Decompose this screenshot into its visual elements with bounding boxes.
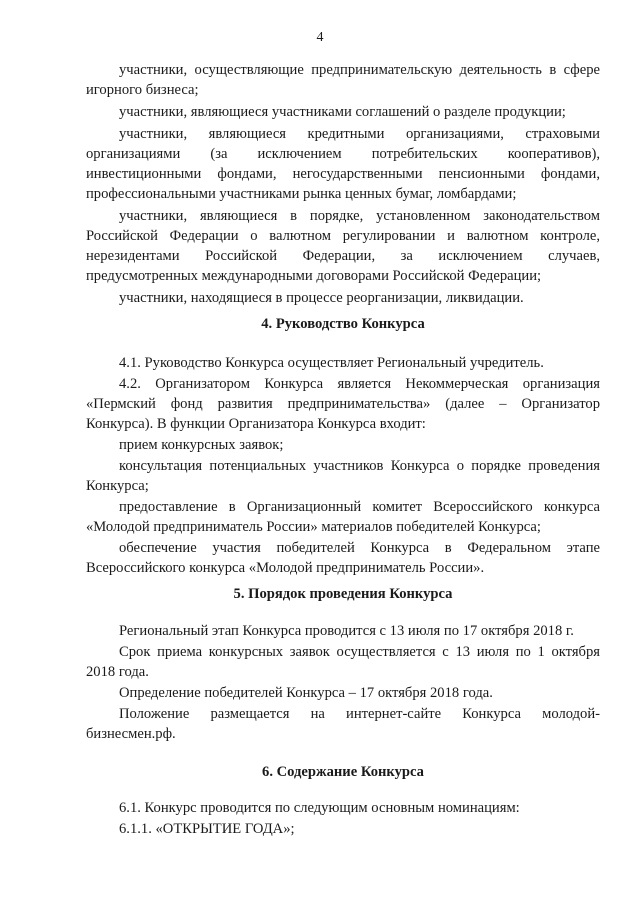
page-number: 4 xyxy=(316,30,324,45)
paragraph: Региональный этап Конкурса проводится с 13 июля по 17 октября 2018 г. xyxy=(119,623,574,639)
section-5-body xyxy=(86,621,600,744)
paragraph: 6.1. Конкурс проводится по следующим основным номинациям: xyxy=(119,800,520,816)
list-item: участники, являющиеся в порядке, установленном законодательством Российской Федерации о валютном регулировании и валютном контроле, нерезидентами Российской Федерации, за исключением случаев, предусмотренных международными договорами Российской Федерации; xyxy=(86,208,600,284)
list-item: участники, являющиеся кредитными организациями, страховыми организациями (за исключением потребительских кооперативов), инвестиционными фондами, негосударственными пенсионными фондами, профессиональными участниками рынка ценных бумаг, ломбардами; xyxy=(86,126,600,202)
exclusion-list xyxy=(86,60,600,308)
paragraph: консультация потенциальных участников Конкурса о порядке проведения Конкурса; xyxy=(86,458,600,494)
section-heading-4: 4. Руководство Конкурса xyxy=(261,316,425,332)
list-item: участники, являющиеся участниками соглашений о разделе продукции; xyxy=(119,104,566,120)
section-heading-6: 6. Содержание Конкурса xyxy=(262,764,424,780)
paragraph: предоставление в Организационный комитет Всероссийского конкурса «Молодой предприниматель России» материалов победителей Конкурса; xyxy=(86,499,600,535)
paragraph: обеспечение участия победителей Конкурса в Федеральном этапе Всероссийского конкурса «Молодой предприниматель России». xyxy=(86,540,600,576)
paragraph: Срок приема конкурсных заявок осуществляется с 13 июля по 1 октября 2018 года. xyxy=(86,644,600,680)
paragraph: 4.2. Организатором Конкурса является Некоммерческая организация «Пермский фонд развития предпринимательства» (далее – Организатор Конкурса). В функции Организатора Конкурса входит: xyxy=(86,376,600,432)
paragraph: Положение размещается на интернет-сайте Конкурса молодой-бизнесмен.рф. xyxy=(86,706,600,742)
paragraph: 6.1.1. «ОТКРЫТИЕ ГОДА»; xyxy=(119,821,295,837)
list-item: участники, находящиеся в процессе реорганизации, ликвидации. xyxy=(119,290,524,306)
paragraph: 4.1. Руководство Конкурса осуществляет Региональный учредитель. xyxy=(119,355,544,371)
section-4-body xyxy=(86,353,600,578)
paragraph: прием конкурсных заявок; xyxy=(119,437,284,453)
list-item: участники, осуществляющие предпринимательскую деятельность в сфере игорного бизнеса; xyxy=(86,62,600,98)
section-heading-5: 5. Порядок проведения Конкурса xyxy=(233,586,453,602)
paragraph: Определение победителей Конкурса – 17 октября 2018 года. xyxy=(119,685,493,701)
section-6-body xyxy=(86,798,600,839)
